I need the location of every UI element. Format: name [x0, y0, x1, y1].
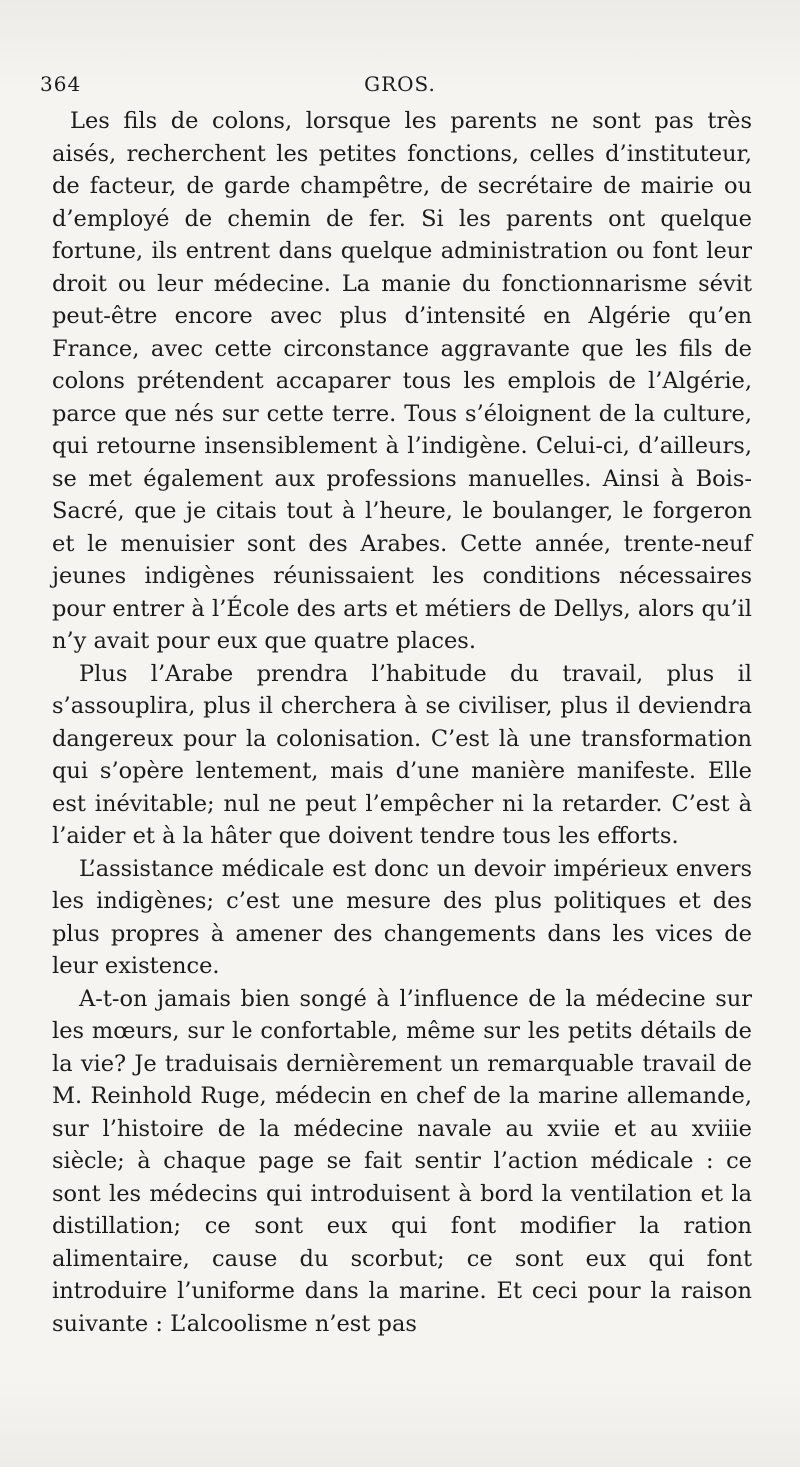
paragraph-3: L’assistance médicale est donc un devoir impérieux envers les indigènes; c’est une mesure des plus politiques et des plus propres à amener des changements dans les vices de leur existence.	[52, 855, 752, 979]
paragraph-2: Plus l’Arabe prendra l’habitude du travail, plus il s’assouplira, plus il cherchera à se civiliser, plus il deviendra dangereux pour la colonisation. C’est là une transformation qui s’opère lentement, mais d’une manière manifeste. Elle est inévitable; nul ne peut l’empêcher ni la retarder. C’est à l’aider et à la hâter que doivent tendre tous les efforts.	[52, 660, 752, 849]
paragraph-1: Les fils de colons, lorsque les parents ne sont pas très aisés, recherchent les petites fonctions, celles d’instituteur, de facteur, de garde champêtre, de secrétaire de mairie ou d’employé de chemin de fer. Si les parents ont quelque fortune, ils entrent dans quelque administration ou font leur droit ou leur médecine. La manie du fonctionnarisme sévit peut-être encore avec plus d’intensité en Algérie qu’en France, avec cette circonstance aggravante que les fils de colons prétendent accaparer tous les emplois de l’Algérie, parce que nés sur cette terre. Tous s’éloignent de la culture, qui retourne insensiblement à l’indigène. Celui-ci, d’ailleurs, se met également aux professions manuelles. Ainsi à Bois-Sacré, que je citais tout à l’heure, le boulanger, le forgeron et le menuisier sont des Arabes. Cette année, trente-neuf jeunes indigènes réunissaient les conditions nécessaires pour entrer à l’École des arts et métiers de Dellys, alors qu’il n’y avait pour eux que quatre places.	[52, 108, 752, 654]
paragraph-4: A-t-on jamais bien songé à l’influence de la médecine sur les mœurs, sur le confortable, même sur les petits détails de la vie? Je traduisais dernièrement un remarquable travail de M. Reinhold Ruge, médecin en chef de la marine allemande, sur l’histoire de la médecine navale au xviie et au xviiie siècle; à chaque page se fait sentir l’action médicale : ce sont les médecins qui introduisent à bord la ventilation et la distillation; ce sont eux qui font modifier la ration alimentaire, cause du scorbut; ce sont eux qui font introduire l’uniforme dans la marine. Et ceci pour la raison suivante : L’alcoolisme n’est pas	[52, 985, 752, 1337]
running-head: GROS.	[364, 72, 436, 96]
page-header	[40, 72, 760, 102]
body-text	[52, 105, 752, 1340]
page-number: 364	[40, 72, 82, 96]
